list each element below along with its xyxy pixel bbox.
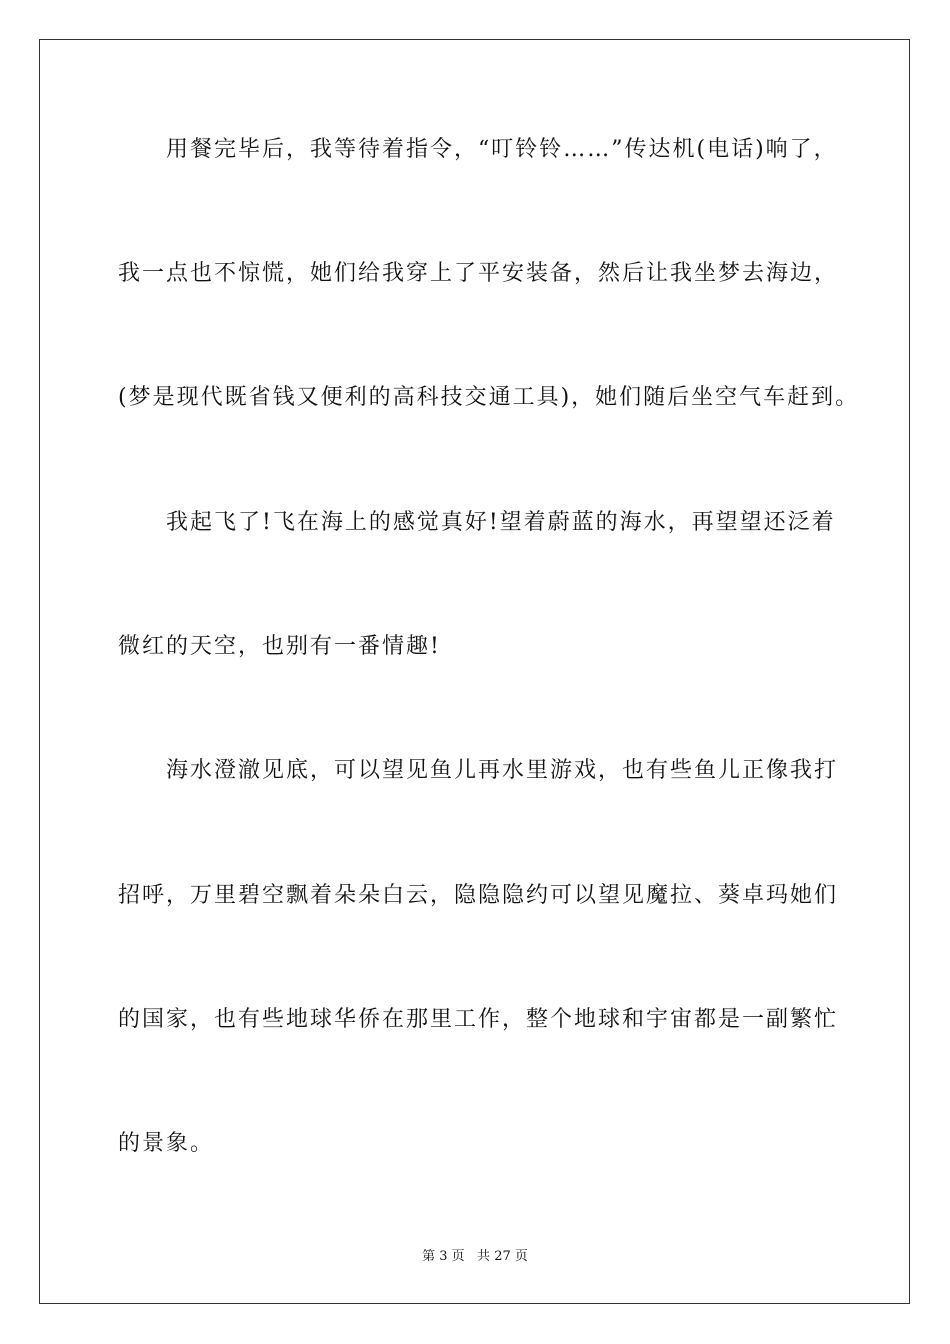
paragraph-3-line-3: 的国家，也有些地球华侨在那里工作，整个地球和宇宙都是一副繁忙 [118,1007,839,1032]
paragraph-2-line-2: 微红的天空，也别有一番情趣! [118,634,441,659]
page-border [39,39,910,1304]
paragraph-3-line-2: 招呼，万里碧空飘着朵朵白云，隐隐隐约可以望见魔拉、葵卓玛她们 [118,883,839,908]
page-number-footer: 第 3 页 共 27 页 [422,1249,528,1264]
paragraph-1-line-1: 用餐完毕后，我等待着指令，“叮铃铃……”传达机(电话)响了， [166,137,838,162]
paragraph-3-line-1: 海水澄澈见底，可以望见鱼儿再水里游戏，也有些鱼儿正像我打 [166,758,839,783]
paragraph-3-line-4: 的景象。 [118,1131,215,1156]
paragraph-1-line-2: 我一点也不惊慌，她们给我穿上了平安装备，然后让我坐梦去海边， [118,261,839,286]
paragraph-2-line-1: 我起飞了!飞在海上的感觉真好!望着蔚蓝的海水，再望望还泛着 [166,510,836,535]
paragraph-1-line-3: (梦是现代既省钱又便利的高科技交通工具)，她们随后坐空气车赶到。 [118,385,860,410]
